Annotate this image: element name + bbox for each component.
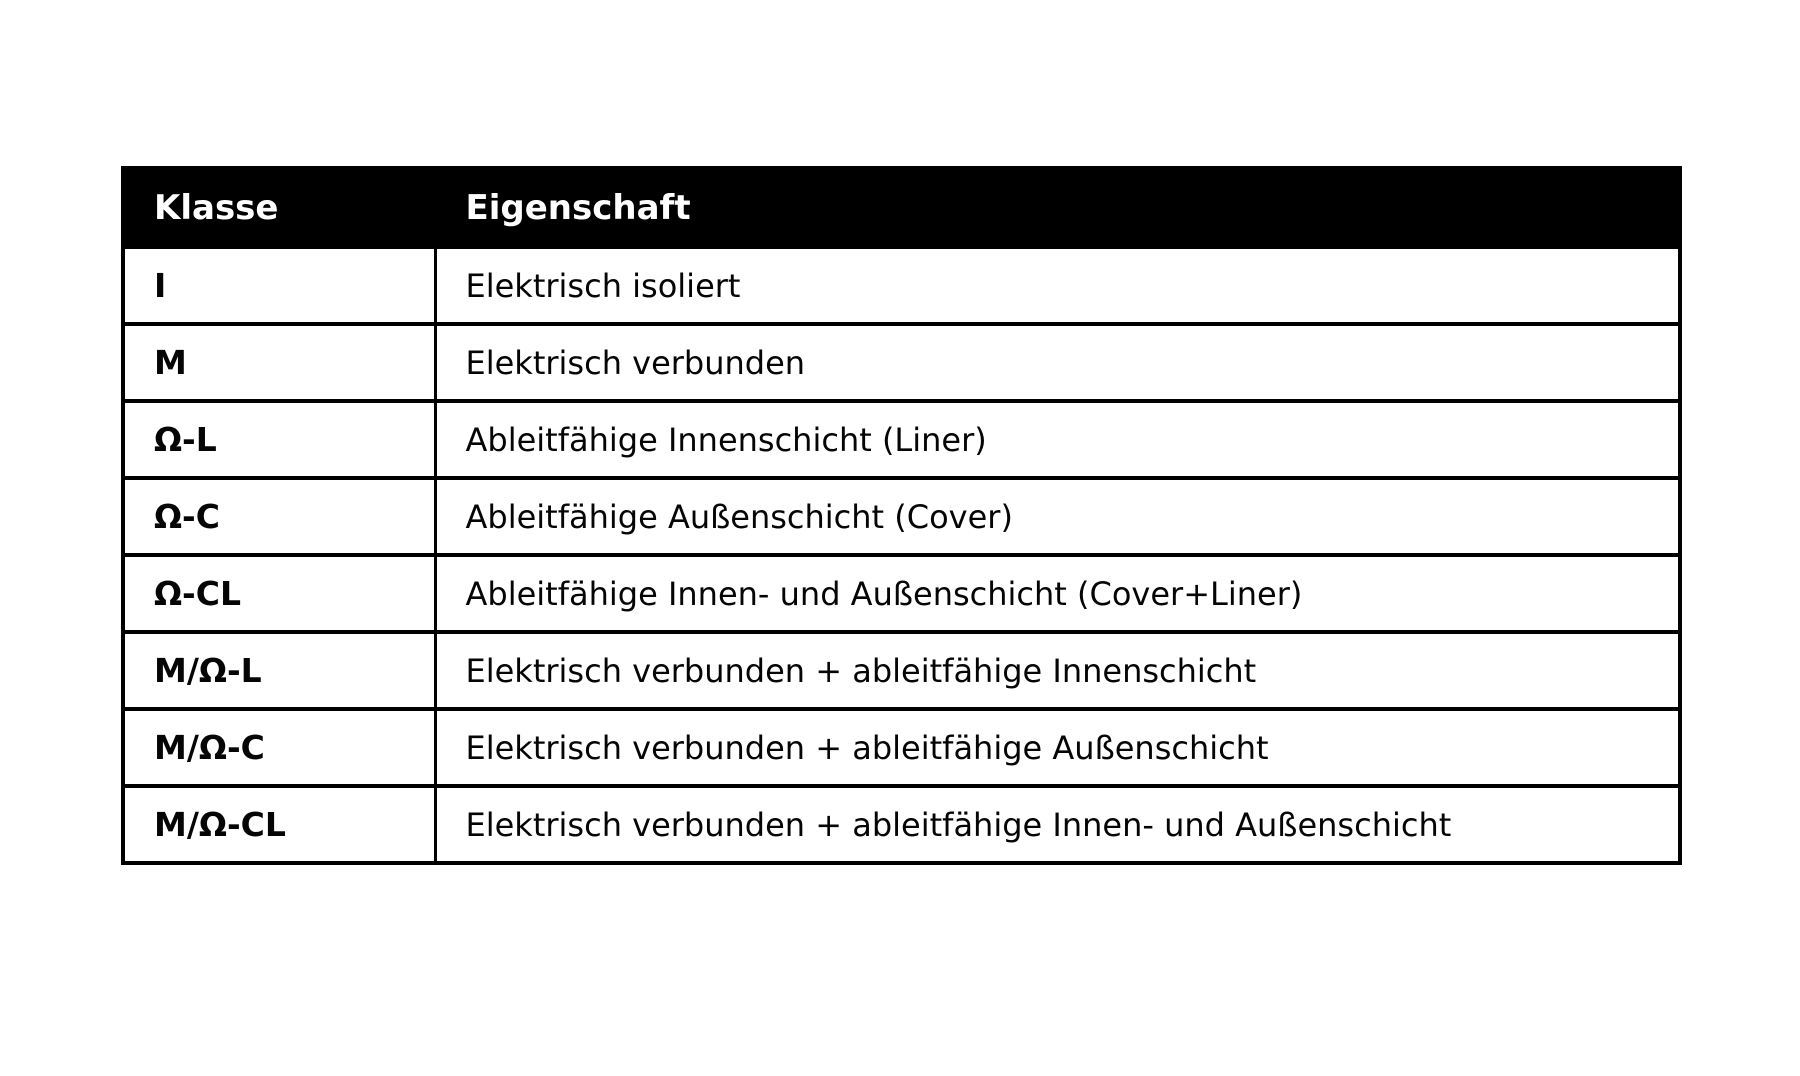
table-row: [123, 786, 1680, 863]
table-row: [123, 632, 1680, 709]
klasse-eigenschaft-table: [121, 166, 1682, 865]
eigenschaft-cell: Ableitfähige Außenschicht (Cover): [435, 478, 1680, 555]
eigenschaft-cell: Elektrisch verbunden: [435, 324, 1680, 401]
table-row: [123, 324, 1680, 401]
table-row: [123, 709, 1680, 786]
klasse-cell: M/Ω-C: [123, 709, 435, 786]
table-body: [123, 247, 1680, 863]
eigenschaft-cell: Elektrisch verbunden + ableitfähige Innenschicht: [435, 632, 1680, 709]
klasse-cell: M: [123, 324, 435, 401]
table-row: [123, 247, 1680, 324]
header-cell-klasse: Klasse: [123, 168, 435, 247]
table-header: [123, 168, 1680, 247]
klasse-cell: Ω-C: [123, 478, 435, 555]
table-row: [123, 555, 1680, 632]
table-row: [123, 478, 1680, 555]
eigenschaft-cell: Elektrisch verbunden + ableitfähige Außenschicht: [435, 709, 1680, 786]
eigenschaft-cell: Elektrisch verbunden + ableitfähige Innen- und Außenschicht: [435, 786, 1680, 863]
header-cell-eigenschaft: Eigenschaft: [435, 168, 1680, 247]
header-row: [123, 168, 1680, 247]
klasse-cell: I: [123, 247, 435, 324]
klasse-cell: M/Ω-CL: [123, 786, 435, 863]
eigenschaft-cell: Ableitfähige Innen- und Außenschicht (Cover+Liner): [435, 555, 1680, 632]
klasse-cell: Ω-L: [123, 401, 435, 478]
eigenschaft-cell: Ableitfähige Innenschicht (Liner): [435, 401, 1680, 478]
eigenschaft-cell: Elektrisch isoliert: [435, 247, 1680, 324]
klasse-cell: Ω-CL: [123, 555, 435, 632]
klasse-cell: M/Ω-L: [123, 632, 435, 709]
table-row: [123, 401, 1680, 478]
